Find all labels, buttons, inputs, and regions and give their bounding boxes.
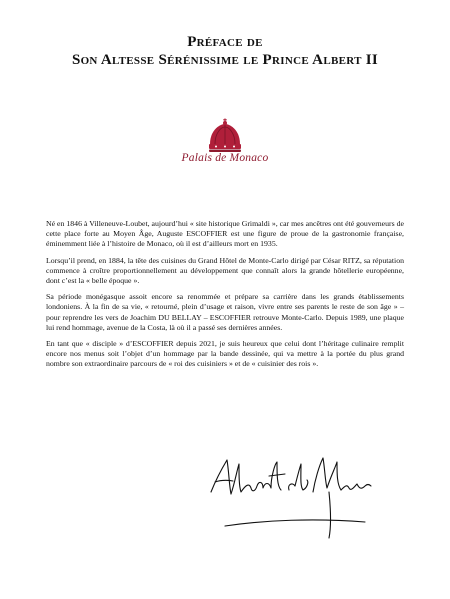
- preface-paragraph-3: Sa période monégasque assoit encore sa renommée et prépare sa carrière dans les grands établissements londoniens. À la fin de sa vie, « retourné, plein d’usage et raison, vivre entre ses parents le reste de son âge » – pour reprendre les vers de Joachim DU BELLAY – ESCOFFIER retrouve Monte-Carlo. Depuis 1989, une plaque lui rend hommage, avenue de la Costa, là où il a passé ses dernières années.: [46, 292, 404, 332]
- handwritten-signature: [205, 452, 373, 542]
- preface-heading-line-1: Préface de: [187, 34, 263, 50]
- preface-body: [46, 219, 404, 376]
- preface-paragraph-2: Lorsqu’il prend, en 1884, la tête des cuisines du Grand Hôtel de Monte-Carlo dirigé par César RITZ, sa réputation commence à croître proportionnellement au développement que connaît alors la grande hôtellerie européenne, dont c’est la « belle époque ».: [46, 255, 404, 286]
- preface-paragraph-4: En tant que « disciple » d’ESCOFFIER depuis 2021, je suis heureux que celui dont l’héritage culinaire remplit encore nos menus soit l’objet d’un hommage par la bande dessinée, qui va mettre à la portée du plus grand nombre son extraordinaire parcours de « roi des cuisiniers » et de « cuisinier des rois ».: [46, 339, 404, 369]
- preface-heading-line-2: Son Altesse Sérénissime le Prince Albert II: [71, 52, 379, 68]
- preface-paragraph-1: Né en 1846 à Villeneuve-Loubet, aujourd’hui « site historique Grimaldi », car mes ancêtres ont été gouverneurs de cette place forte au Moyen Âge, Auguste ESCOFFIER est une figure de proue de la gastronomie française, éminemment liée à l’histoire de Monaco, où il est d’ailleurs mort en 1935.: [46, 219, 404, 249]
- palais-de-monaco-wordmark: Palais de Monaco: [181, 152, 269, 164]
- crown-icon: [206, 118, 244, 154]
